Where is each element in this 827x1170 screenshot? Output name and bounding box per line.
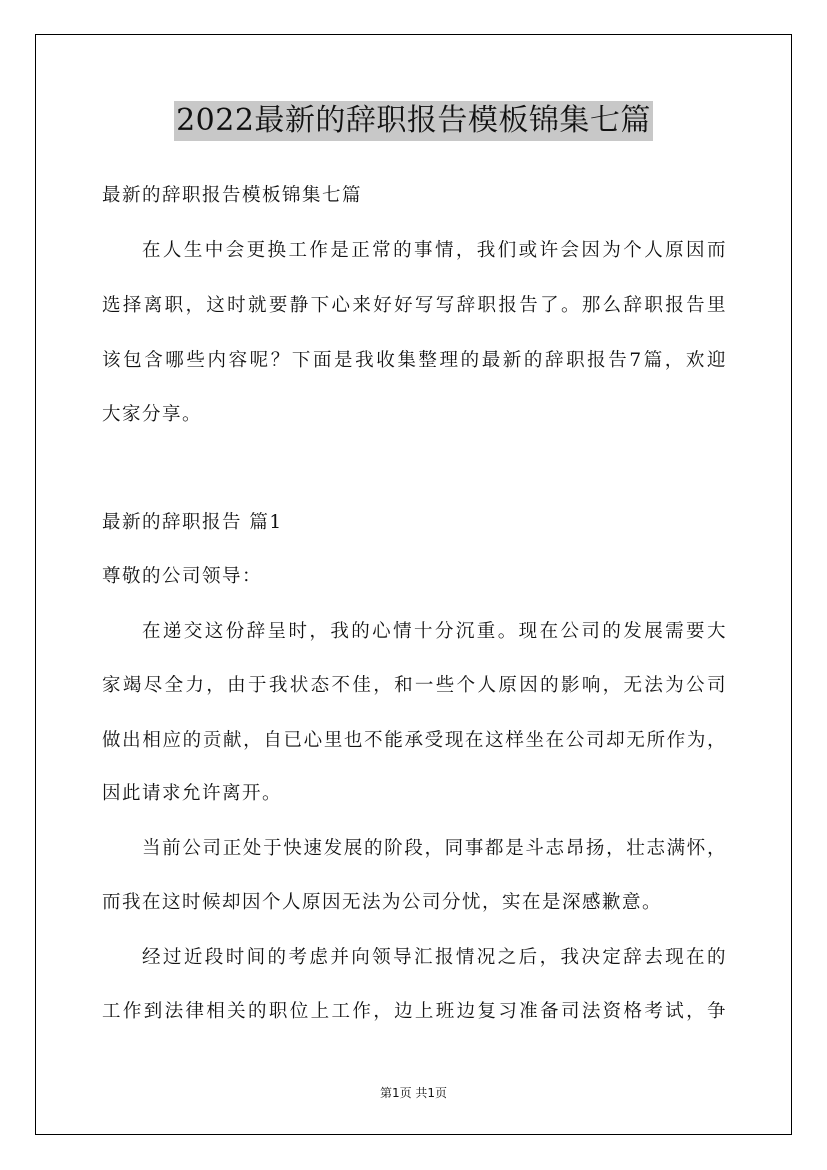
body-line: 家竭尽全力，由于我状态不佳，和一些个人原因的影响，无法为公司 [102, 675, 727, 696]
body-line: 因此请求允许离开。 [102, 783, 283, 804]
body-line: 在递交这份辞呈时，我的心情十分沉重。现在公司的发展需要大 [142, 621, 727, 642]
page-footer: 第1页 共1页 [379, 1086, 448, 1100]
intro-line: 在人生中会更换工作是正常的事情，我们或许会因为个人原因而 [142, 240, 727, 261]
salutation: 尊敬的公司领导： [102, 566, 263, 587]
section-heading: 最新的辞职报告 篇1 [102, 512, 283, 533]
document-subtitle: 最新的辞职报告模板锦集七篇 [102, 185, 363, 206]
body-line: 工作到法律相关的职位上工作，边上班边复习准备司法资格考试，争 [102, 1001, 727, 1022]
title-container [0, 101, 827, 141]
body-line: 而我在这时候却因个人原因无法为公司分忧，实在是深感歉意。 [102, 892, 663, 913]
body-line: 经过近段时间的考虑并向领导汇报情况之后，我决定辞去现在的 [142, 947, 727, 968]
intro-line: 选择离职，这时就要静下心来好好写写辞职报告了。那么辞职报告里 [102, 295, 727, 316]
body-line: 做出相应的贡献，自已心里也不能承受现在这样坐在公司却无所作为， [102, 730, 727, 751]
body-line: 当前公司正处于快速发展的阶段，同事都是斗志昂扬，壮志满怀， [142, 838, 727, 859]
intro-line: 大家分享。 [102, 404, 203, 425]
intro-line: 该包含哪些内容呢？下面是我收集整理的最新的辞职报告7篇，欢迎 [102, 350, 727, 371]
document-title: 2022最新的辞职报告模板锦集七篇 [174, 101, 653, 141]
